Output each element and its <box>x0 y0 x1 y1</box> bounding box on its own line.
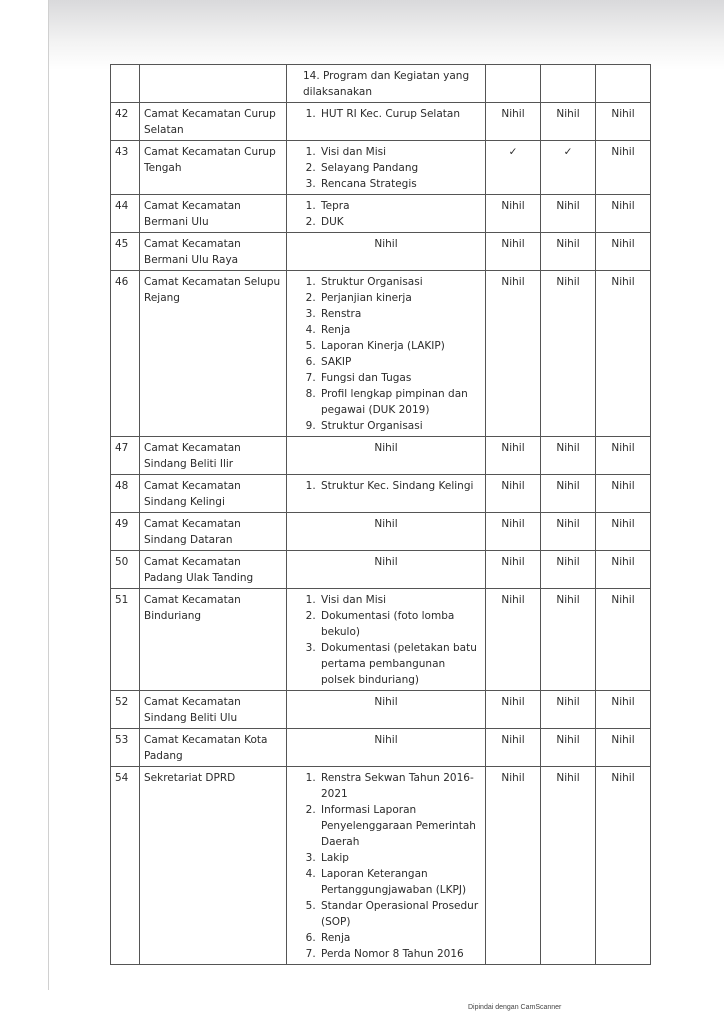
status-cell: Nihil <box>541 271 596 437</box>
row-number: 50 <box>111 551 140 589</box>
list-item: 2. Dokumentasi (foto lomba bekulo) <box>319 608 481 640</box>
list-item: 6. SAKIP <box>319 354 481 370</box>
list-item: 2. DUK <box>319 214 481 230</box>
row-number: 52 <box>111 691 140 729</box>
row-number: 49 <box>111 513 140 551</box>
document-list <box>287 195 486 233</box>
unit-name: Camat Kecamatan Sindang Beliti Ulu <box>140 691 287 729</box>
nil-text: Nihil <box>374 238 398 250</box>
list-item: 1. Visi dan Misi <box>319 144 481 160</box>
table-row <box>111 271 651 437</box>
list-item: 4. Renja <box>319 322 481 338</box>
list-item: 8. Profil lengkap pimpinan dan pegawai (DUK 2019) <box>319 386 481 418</box>
status-cell: Nihil <box>596 691 651 729</box>
status-cell <box>596 65 651 103</box>
unit-name: Camat Kecamatan Curup Tengah <box>140 141 287 195</box>
status-cell: Nihil <box>541 767 596 965</box>
table-row <box>111 767 651 965</box>
document-page <box>48 0 674 993</box>
table-row <box>111 65 651 103</box>
status-cell: Nihil <box>596 767 651 965</box>
document-list <box>287 437 486 475</box>
list-item: 1. Visi dan Misi <box>319 592 481 608</box>
document-list <box>287 767 486 965</box>
status-cell: Nihil <box>486 271 541 437</box>
unit-name: Camat Kecamatan Bermani Ulu <box>140 195 287 233</box>
table-row <box>111 589 651 691</box>
row-number: 54 <box>111 767 140 965</box>
list-item: 6. Renja <box>319 930 481 946</box>
table-row <box>111 729 651 767</box>
document-list <box>287 141 486 195</box>
status-cell: Nihil <box>486 589 541 691</box>
table-row <box>111 141 651 195</box>
status-cell: Nihil <box>486 437 541 475</box>
list-item: 1. Struktur Kec. Sindang Kelingi <box>319 478 481 494</box>
list-item: 14. Program dan Kegiatan yang dilaksanakan <box>303 70 470 98</box>
status-cell: Nihil <box>541 233 596 271</box>
table-row <box>111 551 651 589</box>
status-cell: Nihil <box>541 103 596 141</box>
unit-name: Camat Kecamatan Padang Ulak Tanding <box>140 551 287 589</box>
unit-name: Sekretariat DPRD <box>140 767 287 965</box>
status-cell: Nihil <box>541 691 596 729</box>
list-item: 3. Dokumentasi (peletakan batu pertama pembangunan polsek binduriang) <box>319 640 481 688</box>
status-cell: Nihil <box>486 767 541 965</box>
status-cell: Nihil <box>541 513 596 551</box>
status-cell: Nihil <box>596 475 651 513</box>
table-row <box>111 103 651 141</box>
status-cell: Nihil <box>541 195 596 233</box>
unit-name <box>140 65 287 103</box>
unit-name: Camat Kecamatan Binduriang <box>140 589 287 691</box>
status-cell: Nihil <box>541 729 596 767</box>
list-item: 1. HUT RI Kec. Curup Selatan <box>319 106 481 122</box>
document-table <box>110 64 651 965</box>
row-number: 46 <box>111 271 140 437</box>
nil-text: Nihil <box>374 734 398 746</box>
row-number: 53 <box>111 729 140 767</box>
document-list <box>287 513 486 551</box>
list-item: 2. Selayang Pandang <box>319 160 481 176</box>
unit-name: Camat Kecamatan Sindang Beliti Ilir <box>140 437 287 475</box>
row-number: 47 <box>111 437 140 475</box>
nil-text: Nihil <box>374 556 398 568</box>
list-item: 2. Perjanjian kinerja <box>319 290 481 306</box>
scanner-credit: Dipindai dengan CamScanner <box>468 1004 562 1011</box>
status-cell: Nihil <box>596 589 651 691</box>
status-cell: Nihil <box>486 691 541 729</box>
status-cell: Nihil <box>486 103 541 141</box>
document-list <box>287 589 486 691</box>
status-cell: Nihil <box>541 437 596 475</box>
list-item: 9. Struktur Organisasi <box>319 418 481 434</box>
status-cell: ✓ <box>541 141 596 195</box>
list-item: 3. Renstra <box>319 306 481 322</box>
list-item: 7. Perda Nomor 8 Tahun 2016 <box>319 946 481 962</box>
document-list <box>287 233 486 271</box>
status-cell: Nihil <box>541 589 596 691</box>
list-item: 3. Lakip <box>319 850 481 866</box>
document-list <box>287 65 486 103</box>
status-cell: Nihil <box>486 551 541 589</box>
status-cell: Nihil <box>596 271 651 437</box>
table-row <box>111 513 651 551</box>
document-list <box>287 271 486 437</box>
unit-name: Camat Kecamatan Bermani Ulu Raya <box>140 233 287 271</box>
list-item: 5. Standar Operasional Prosedur (SOP) <box>319 898 481 930</box>
status-cell: Nihil <box>486 729 541 767</box>
status-cell: Nihil <box>596 195 651 233</box>
status-cell: Nihil <box>596 103 651 141</box>
list-item: 4. Laporan Keterangan Pertanggungjawaban (LKPJ) <box>319 866 481 898</box>
row-number: 48 <box>111 475 140 513</box>
list-item: 1. Struktur Organisasi <box>319 274 481 290</box>
list-item: 5. Laporan Kinerja (LAKIP) <box>319 338 481 354</box>
unit-name: Camat Kecamatan Kota Padang <box>140 729 287 767</box>
status-cell: ✓ <box>486 141 541 195</box>
row-number <box>111 65 140 103</box>
table-row <box>111 233 651 271</box>
status-cell: Nihil <box>486 513 541 551</box>
status-cell: Nihil <box>541 551 596 589</box>
unit-name: Camat Kecamatan Sindang Kelingi <box>140 475 287 513</box>
status-cell <box>486 65 541 103</box>
status-cell: Nihil <box>596 729 651 767</box>
status-cell: Nihil <box>486 195 541 233</box>
list-item: 3. Rencana Strategis <box>319 176 481 192</box>
status-cell: Nihil <box>596 141 651 195</box>
document-list <box>287 551 486 589</box>
footer-band <box>48 993 674 1024</box>
status-cell: Nihil <box>596 437 651 475</box>
row-number: 44 <box>111 195 140 233</box>
list-item: 2. Informasi Laporan Penyelenggaraan Pemerintah Daerah <box>319 802 481 850</box>
document-list <box>287 475 486 513</box>
nil-text: Nihil <box>374 696 398 708</box>
nil-text: Nihil <box>374 442 398 454</box>
row-number: 42 <box>111 103 140 141</box>
unit-name: Camat Kecamatan Curup Selatan <box>140 103 287 141</box>
status-cell: Nihil <box>596 233 651 271</box>
status-cell: Nihil <box>486 233 541 271</box>
unit-name: Camat Kecamatan Sindang Dataran <box>140 513 287 551</box>
status-cell: Nihil <box>596 551 651 589</box>
status-cell: Nihil <box>596 513 651 551</box>
document-list <box>287 729 486 767</box>
table-row <box>111 437 651 475</box>
row-number: 43 <box>111 141 140 195</box>
status-cell: Nihil <box>486 475 541 513</box>
status-cell: Nihil <box>541 475 596 513</box>
row-number: 51 <box>111 589 140 691</box>
table-row <box>111 691 651 729</box>
nil-text: Nihil <box>374 518 398 530</box>
list-item: 7. Fungsi dan Tugas <box>319 370 481 386</box>
list-item: 1. Renstra Sekwan Tahun 2016-2021 <box>319 770 481 802</box>
list-item: 1. Tepra <box>319 198 481 214</box>
unit-name: Camat Kecamatan Selupu Rejang <box>140 271 287 437</box>
row-number: 45 <box>111 233 140 271</box>
table-row <box>111 475 651 513</box>
table-row <box>111 195 651 233</box>
document-list <box>287 103 486 141</box>
status-cell <box>541 65 596 103</box>
document-list <box>287 691 486 729</box>
